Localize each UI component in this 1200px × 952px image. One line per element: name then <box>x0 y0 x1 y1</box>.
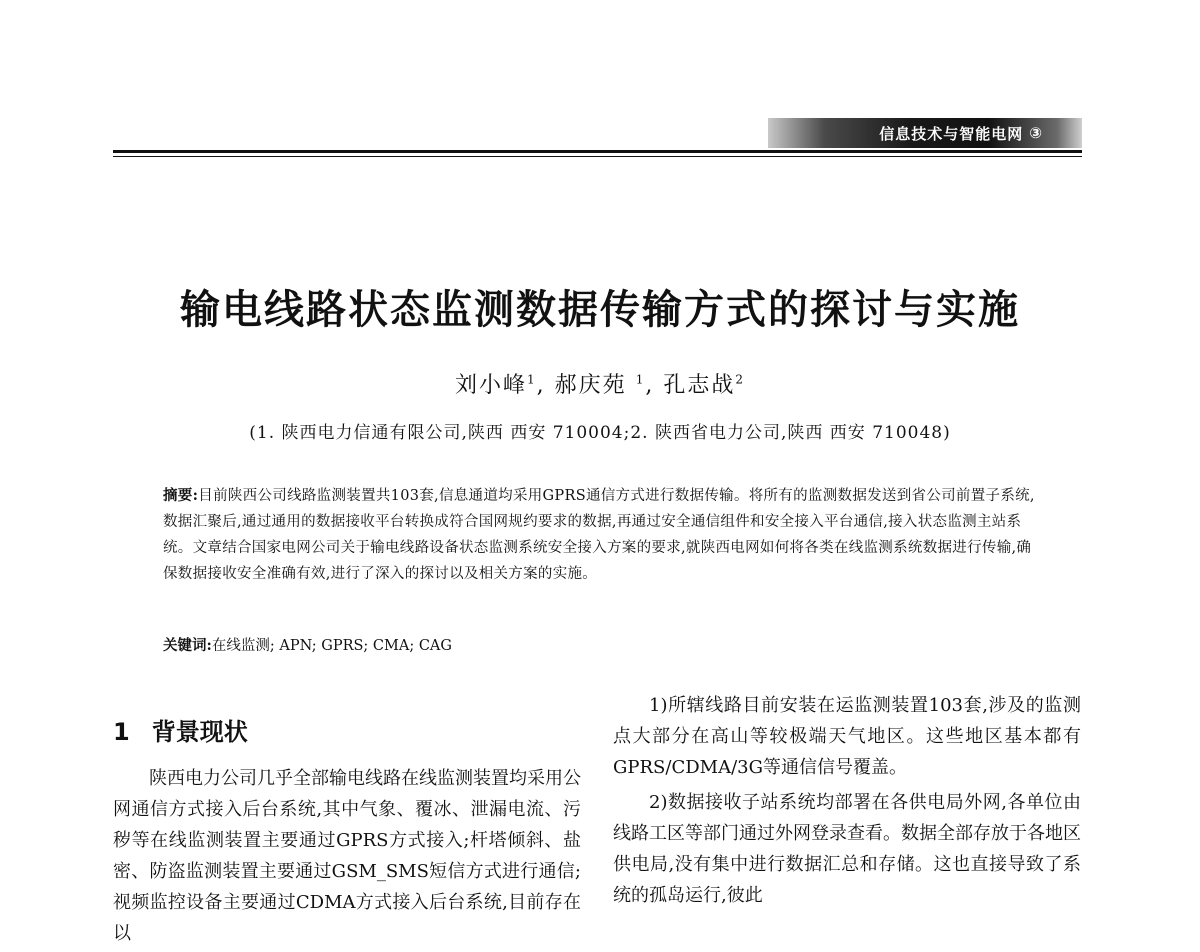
author-name: 刘小峰 <box>455 373 528 398</box>
author-affil-mark: 2 <box>735 372 745 387</box>
left-column <box>113 763 581 949</box>
body-paragraph: 1)所辖线路目前安装在运监测装置103套,涉及的监测点大部分在高山等较极端天气地区。这些地区基本都有GPRS/CDMA/3G等通信信号覆盖。 <box>613 695 1081 778</box>
author-name: 郝庆苑 <box>554 373 627 398</box>
section-heading <box>113 712 248 747</box>
body-paragraph: 陕西电力公司几乎全部输电线路在线监测装置均采用公网通信方式接入后台系统,其中气象、覆冰、泄漏电流、污秽等在线监测装置主要通过GPRS方式接入;杆塔倾斜、盐密、防盗监测装置主要通过GSM_SMS短信方式进行通信;视频监控设备主要通过CDMA方式接入后台系统,目前存在以 <box>113 768 581 944</box>
abstract <box>163 483 1043 587</box>
abstract-text: 目前陕西公司线路监测装置共103套,信息通道均采用GPRS通信方式进行数据传输。将所有的监测数据发送到省公司前置子系统,数据汇聚后,通过通用的数据接收平台转换成符合国网规约要求的数据,再通过安全通信组件和安全接入平台通信,接入状态监测主站系统。文章结合国家电网公司关于输电线路设备状态监测系统安全接入方案的要求,就陕西电网如何将各类在线监测系统数据进行传输,确保数据接收安全准确有效,进行了深入的探讨以及相关方案的实施。 <box>163 488 1035 582</box>
right-column <box>613 690 1081 915</box>
author-list: 刘小峰$^1$, 郝庆苑 $^1$, 孔志战$^2$ <box>455 372 745 398</box>
abstract-label: 摘要: <box>163 487 199 504</box>
keywords-label: 关键词: <box>163 637 212 654</box>
keywords-text: 在线监测; APN; GPRS; CMA; CAG <box>211 638 452 654</box>
header-rule-thin <box>113 156 1082 157</box>
author-affil-mark: 1 <box>527 372 537 387</box>
keywords <box>163 633 1043 659</box>
section-title: 背景现状 <box>151 718 248 746</box>
author-affil-mark: 1 <box>635 372 646 387</box>
affiliation: (1. 陕西电力信通有限公司,陕西 西安 710004;2. 陕西省电力公司,陕西 西安 710048) <box>249 423 951 443</box>
journal-header-band <box>768 118 1082 148</box>
body-paragraph: 2)数据接收子站系统均部署在各供电局外网,各单位由线路工区等部门通过外网登录查看。数据全部存放于各地区供电局,没有集中进行数据汇总和存储。这也直接导致了系统的孤岛运行,彼此 <box>613 792 1081 906</box>
section-number: 1 <box>113 718 130 746</box>
paper-title: 输电线路状态监测数据传输方式的探讨与实施 <box>180 286 1020 333</box>
header-rule-thick <box>113 150 1082 153</box>
page-number: ③ <box>1029 124 1042 142</box>
author-name: 孔志战 <box>663 373 736 398</box>
journal-section-title: 信息技术与智能电网 <box>879 124 1024 143</box>
